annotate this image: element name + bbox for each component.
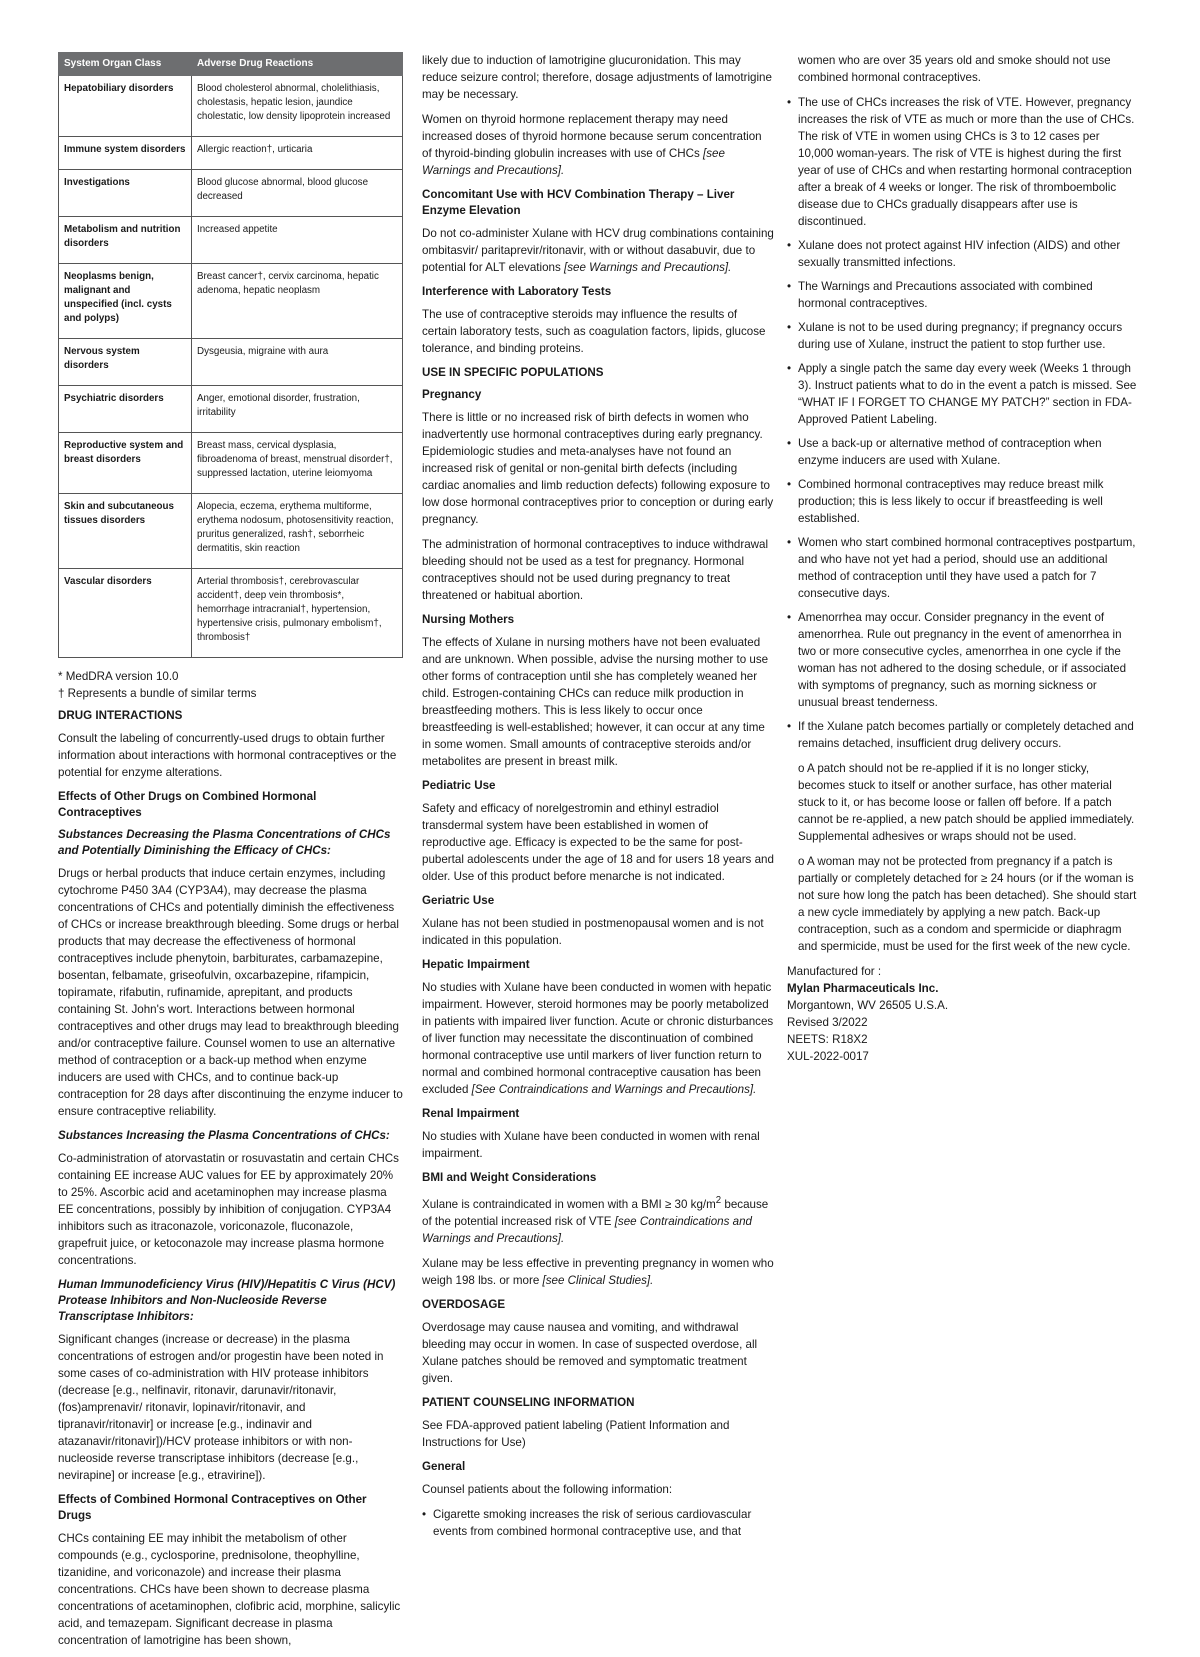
- list-item: • Xulane is not to be used during pregnancy; if pregnancy occurs during use of Xulane, instruct the patient to stop further use.: [787, 319, 1137, 353]
- subsection-heading: General: [422, 1459, 466, 1473]
- paragraph: See FDA-approved patient labeling (Patient Information and Instructions for Use): [422, 1418, 730, 1449]
- revision-date: Revised 3/2022: [787, 1016, 868, 1029]
- table-cell-reactions: Arterial thrombosis†, cerebrovascular accident†, deep vein thrombosis*, hemorrhage intracranial†, hypertension, hypertensive crisis, pulmonary embolism†, thrombosis†: [192, 569, 403, 658]
- table-cell-soc: Neoplasms benign, malignant and unspecified (incl. cysts and polyps): [59, 264, 192, 339]
- paragraph-text: Xulane is contraindicated in women with a BMI ≥ 30 kg/m: [422, 1197, 716, 1211]
- adverse-reactions-table: [58, 52, 403, 658]
- table-cell-soc: Immune system disorders: [59, 137, 192, 170]
- cross-reference: [See Contraindications and Warnings and Precautions].: [471, 1083, 757, 1096]
- table-cell-soc: Hepatobiliary disorders: [59, 76, 192, 137]
- neets-code: NEETS: R18X2: [787, 1033, 868, 1046]
- column-1: [58, 52, 403, 1657]
- paragraph: Safety and efficacy of norelgestromin and ethinyl estradiol transdermal system have been established in women of reproductive age. Efficacy is expected to be the same for post-pubertal adolescents under the age of 18 and for users 18 years and older. Use of this product before menarche is not indicated.: [422, 802, 774, 883]
- list-item: • Amenorrhea may occur. Consider pregnancy in the event of amenorrhea. Rule out pregnancy in the event of amenorrhea in two or more consecutive cycles, amenorrhea in one cycle if the woman has not adhered to the dosing schedule, or if associated with symptoms of pregnancy, such as morning sickness or unusual breast tenderness.: [787, 609, 1137, 711]
- manufacturer-name: Mylan Pharmaceuticals Inc.: [787, 982, 939, 995]
- table-cell-soc: Psychiatric disorders: [59, 386, 192, 433]
- table-cell-soc: Skin and subcutaneous tissues disorders: [59, 494, 192, 569]
- list-item: • Use a back-up or alternative method of contraception when enzyme inducers are used with Xulane.: [787, 435, 1137, 469]
- table-cell-reactions: Alopecia, eczema, erythema multiforme, erythema nodosum, photosensitivity reaction, pruritus generalized, rash†, seborrheic dermatitis, skin reaction: [192, 494, 403, 569]
- paragraph: [422, 111, 774, 179]
- section-heading: USE IN SPECIFIC POPULATIONS: [422, 366, 604, 379]
- subsection-heading: Concomitant Use with HCV Combination Therapy – Liver Enzyme Elevation: [422, 188, 735, 217]
- table-cell-soc: Investigations: [59, 170, 192, 217]
- table-header-cell: System Organ Class: [59, 53, 192, 76]
- table-cell-reactions: Blood glucose abnormal, blood glucose decreased: [192, 170, 403, 217]
- list-item: • The Warnings and Precautions associated with combined hormonal contraceptives.: [787, 278, 1137, 312]
- subsection-heading: Substances Decreasing the Plasma Concentrations of CHCs and Potentially Diminishing the Efficacy of CHCs:: [58, 828, 391, 857]
- manufacturer-address: Morgantown, WV 26505 U.S.A.: [787, 999, 949, 1012]
- cross-reference: [see Clinical Studies].: [542, 1273, 654, 1287]
- subsection-heading: Hepatic Impairment: [422, 958, 530, 971]
- paragraph-text: Do not co-administer Xulane with HCV drug combinations containing ombitasvir/ paritaprevir/ritonavir, with or without dasabuvir, due to potential for ALT elevations: [422, 227, 774, 274]
- subsection-heading: Human Immunodeficiency Virus (HIV)/Hepatitis C Virus (HCV) Protease Inhibitors and Non-Nucleoside Reverse Transcriptase Inhibitors:: [58, 1278, 396, 1323]
- sub-list-item: o A woman may not be protected from pregnancy if a patch is partially or completely detached for ≥ 24 hours (or if the woman is not sure how long the patch has been detached). She should start a new cycle immediately by applying a new patch. Back-up contraception, such as a condom and spermicide or diaphragm and spermicide, must be used for the first week of the new cycle.: [798, 855, 1137, 953]
- table-header-row: [59, 53, 403, 76]
- paragraph: Overdosage may cause nausea and vomiting, and withdrawal bleeding may occur in women. In case of suspected overdose, all Xulane patches should be removed and symptomatic treatment given.: [422, 1320, 758, 1385]
- cross-reference: [see Contraindications and Warnings and Precautions].: [422, 1214, 752, 1245]
- paragraph: No studies with Xulane have been conducted in women with renal impairment.: [422, 1130, 760, 1160]
- table-cell-soc: Metabolism and nutrition disorders: [59, 217, 192, 264]
- list-item: • Women who start combined hormonal contraceptives postpartum, and who have not yet had a period, should use an additional method of contraception until they have used a patch for 7 consecutive days.: [787, 534, 1137, 602]
- table-header-cell: Adverse Drug Reactions: [192, 53, 403, 76]
- section-heading: DRUG INTERACTIONS: [58, 709, 183, 722]
- manufacturer-label: Manufactured for :: [787, 965, 882, 978]
- table-row: [59, 137, 403, 170]
- paragraph-text: because of the potential increased risk of VTE: [422, 1197, 769, 1228]
- paragraph: [422, 225, 774, 276]
- table-cell-reactions: Breast cancer†, cervix carcinoma, hepatic adenoma, hepatic neoplasm: [192, 264, 403, 339]
- table-cell-reactions: Blood cholesterol abnormal, cholelithiasis, cholestasis, hepatic lesion, jaundice cholestatic, low density lipoprotein increased: [192, 76, 403, 137]
- table-cell-soc: Reproductive system and breast disorders: [59, 433, 192, 494]
- table-row: [59, 494, 403, 569]
- table-row: [59, 76, 403, 137]
- paragraph: Drugs or herbal products that induce certain enzymes, including cytochrome P450 3A4 (CYP3A4), may decrease the plasma concentrations of CHCs and potentially diminish the effectiveness of CHCs or increase breakthrough bleeding. Some drugs or herbal products that may decrease the effectiveness of hormonal contraceptives include phenytoin, barbiturates, carbamazepine, bosentan, felbamate, griseofulvin, oxcarbazepine, rifampicin, topiramate, rifabutin, rufinamide, aprepitant, and products containing St. John's wort. Interactions between hormonal contraceptives and other drugs may lead to breakthrough bleeding and/or contraceptive failure. Counsel women to use an alternative method of contraception or a back-up method when enzyme inducers are used with CHCs, and to continue back-up contraception for 28 days after discontinuing the enzyme inducer to ensure contraceptive reliability.: [58, 867, 403, 1118]
- table-row: [59, 433, 403, 494]
- table-row: [59, 569, 403, 658]
- paragraph: Counsel patients about the following information:: [422, 1482, 673, 1496]
- subsection-heading: Pregnancy: [422, 388, 482, 401]
- table-cell-reactions: Dysgeusia, migraine with aura: [192, 339, 403, 386]
- paragraph: There is little or no increased risk of birth defects in women who inadvertently use hormonal contraceptives during early pregnancy. Epidemiologic studies and meta-analyses have not found an increased risk of genital or non-genital birth defects (including cardiac anomalies and limb reduction defects) following exposure to low dose hormonal contraceptives prior to conception or during early pregnancy.: [422, 411, 774, 526]
- section-heading: PATIENT COUNSELING INFORMATION: [422, 1395, 635, 1409]
- subsection-heading: Substances Increasing the Plasma Concentrations of CHCs:: [58, 1129, 390, 1142]
- section-heading: OVERDOSAGE: [422, 1297, 506, 1311]
- document-code: XUL-2022-0017: [787, 1050, 869, 1063]
- bullet-list: [787, 94, 1137, 752]
- paragraph-text: No studies with Xulane have been conducted in women with hepatic impairment. However, steroid hormones may be poorly metabolized in patients with impaired liver function. Acute or chronic disturbances of liver function may necessitate the discontinuation of combined hormonal contraceptive use until markers of liver function return to normal and combined hormonal contraceptive causation has been excluded: [422, 981, 774, 1096]
- subsection-heading: Geriatric Use: [422, 894, 495, 907]
- paragraph-text: Women on thyroid hormone replacement therapy may need increased doses of thyroid hormone because serum concentration of thyroid-binding globulin increases with use of CHCs: [422, 113, 762, 160]
- table-cell-soc: Nervous system disorders: [59, 339, 192, 386]
- table-footnote: † Represents a bundle of similar terms: [58, 687, 257, 700]
- paragraph: likely due to induction of lamotrigine glucuronidation. This may reduce seizure control; therefore, dosage adjustments of lamotrigine may be necessary.: [422, 54, 772, 101]
- subsection-heading: Interference with Laboratory Tests: [422, 285, 612, 298]
- column-3: [787, 52, 1137, 1065]
- subsection-heading: BMI and Weight Considerations: [422, 1171, 597, 1184]
- paragraph: The use of contraceptive steroids may influence the results of certain laboratory tests, such as coagulation factors, lipids, glucose tolerance, and binding proteins.: [422, 308, 766, 355]
- bullet-list: [422, 1506, 774, 1540]
- subsection-heading: Pediatric Use: [422, 779, 496, 792]
- list-item: • If the Xulane patch becomes partially or completely detached and remains detached, insufficient drug delivery occurs.: [787, 718, 1137, 752]
- paragraph-text: Xulane may be less effective in preventing pregnancy in women who weigh 198 lbs. or more: [422, 1256, 774, 1287]
- subsection-heading: Effects of Other Drugs on Combined Hormonal Contraceptives: [58, 790, 317, 819]
- table-cell-reactions: Allergic reaction†, urticaria: [192, 137, 403, 170]
- table-row: [59, 264, 403, 339]
- list-item: • Xulane does not protect against HIV infection (AIDS) and other sexually transmitted infections.: [787, 237, 1137, 271]
- list-item: • Apply a single patch the same day every week (Weeks 1 through 3). Instruct patients what to do in the event a patch is missed. See “WHAT IF I FORGET TO CHANGE MY PATCH?” section in FDA-Approved Patient Labeling.: [787, 360, 1137, 428]
- paragraph: The effects of Xulane in nursing mothers have not been evaluated and are unknown. When possible, advise the nursing mother to use other forms of contraception until she has completely weaned her child. Estrogen-containing CHCs can reduce milk production in breastfeeding mothers. This is less likely to occur once breastfeeding is well-established; however, it can occur at any time in some women. Small amounts of contraceptive steroids and/or metabolites are present in breast milk.: [422, 636, 769, 768]
- table-footnote: * MedDRA version 10.0: [58, 670, 179, 683]
- column-2: [422, 52, 774, 1548]
- list-item: • The use of CHCs increases the risk of VTE. However, pregnancy increases the risk of VTE as much or more than the use of CHCs. The risk of VTE in women using CHCs is 3 to 12 cases per 10,000 woman-years. The risk of VTE is highest during the first year of use of CHCs and when restarting hormonal contraception after a break of 4 weeks or longer. The risk of thromboembolic disease due to CHCs gradually disappears after use is discontinued.: [787, 94, 1137, 230]
- table-row: [59, 217, 403, 264]
- paragraph: Xulane has not been studied in postmenopausal women and is not indicated in this population.: [422, 917, 764, 947]
- subsection-heading: Nursing Mothers: [422, 613, 515, 626]
- paragraph: [422, 1255, 774, 1289]
- list-item: • Combined hormonal contraceptives may reduce breast milk production; this is less likely to occur if breastfeeding is well established.: [787, 476, 1137, 527]
- paragraph: [422, 979, 774, 1098]
- table-cell-reactions: Breast mass, cervical dysplasia, fibroadenoma of breast, menstrual disorder†, suppressed lactation, uterine leiomyoma: [192, 433, 403, 494]
- cross-reference: [see Warnings and Precautions].: [422, 147, 725, 177]
- paragraph: Significant changes (increase or decrease) in the plasma concentrations of estrogen and/or progestin have been noted in some cases of co-administration with HIV protease inhibitors (decrease [e.g., nelfinavir, ritonavir, darunavir/ritonavir, (fos)amprenavir/ ritonavir, lopinavir/ritonavir, and tipranavir/ritonavir] or increase [e.g., indinavir and atazanavir/ritonavir])/HCV protease inhibitors or with non-nucleoside reverse transcriptase inhibitors (decrease [e.g., nevirapine] or increase [e.g., etravirine]).: [58, 1333, 384, 1482]
- table-row: [59, 339, 403, 386]
- paragraph: [422, 1192, 774, 1247]
- table-cell-reactions: Anger, emotional disorder, frustration, irritability: [192, 386, 403, 433]
- table-row: [59, 386, 403, 433]
- manufacturer-block: [787, 963, 1137, 1065]
- cross-reference: [see Warnings and Precautions].: [564, 261, 732, 274]
- subsection-heading: Effects of Combined Hormonal Contraceptives on Other Drugs: [58, 1493, 367, 1522]
- table-cell-reactions: Increased appetite: [192, 217, 403, 264]
- subsection-heading: Renal Impairment: [422, 1107, 520, 1120]
- list-item: • Cigarette smoking increases the risk of serious cardiovascular events from combined hormonal contraceptive use, and that: [422, 1506, 774, 1540]
- paragraph: Consult the labeling of concurrently-used drugs to obtain further information about interactions with hormonal contraceptives or the potential for enzyme alterations.: [58, 732, 397, 779]
- superscript: 2: [715, 1195, 722, 1206]
- table-cell-soc: Vascular disorders: [59, 569, 192, 658]
- sub-list-item: o A patch should not be re-applied if it is no longer sticky, becomes stuck to itself or another surface, has other material stuck to it, or has become loose or fallen off before. If a patch cannot be re-applied, a new patch should be applied immediately. Supplemental adhesives or wraps should not be used.: [798, 762, 1135, 843]
- paragraph: CHCs containing EE may inhibit the metabolism of other compounds (e.g., cyclosporine, prednisolone, theophylline, tizanidine, and voriconazole) and increase their plasma concentrations. CHCs have been shown to decrease plasma concentrations of acetaminophen, clofibric acid, morphine, salicylic acid, and temazepam. Significant decrease in plasma concentration of lamotrigine has been shown,: [58, 1532, 401, 1647]
- paragraph: women who are over 35 years old and smoke should not use combined hormonal contraceptives.: [798, 54, 1111, 84]
- table-row: [59, 170, 403, 217]
- paragraph: Co-administration of atorvastatin or rosuvastatin and certain CHCs containing EE increase AUC values for EE by approximately 20% to 25%. Ascorbic acid and acetaminophen may increase plasma EE concentrations, possibly by inhibition of conjugation. CYP3A4 inhibitors such as itraconazole, voriconazole, fluconazole, grapefruit juice, or ketoconazole may increase plasma hormone concentrations.: [58, 1152, 399, 1267]
- paragraph: The administration of hormonal contraceptives to induce withdrawal bleeding should not be used as a test for pregnancy. Hormonal contraceptives should not be used during pregnancy to treat threatened or habitual abortion.: [422, 538, 769, 602]
